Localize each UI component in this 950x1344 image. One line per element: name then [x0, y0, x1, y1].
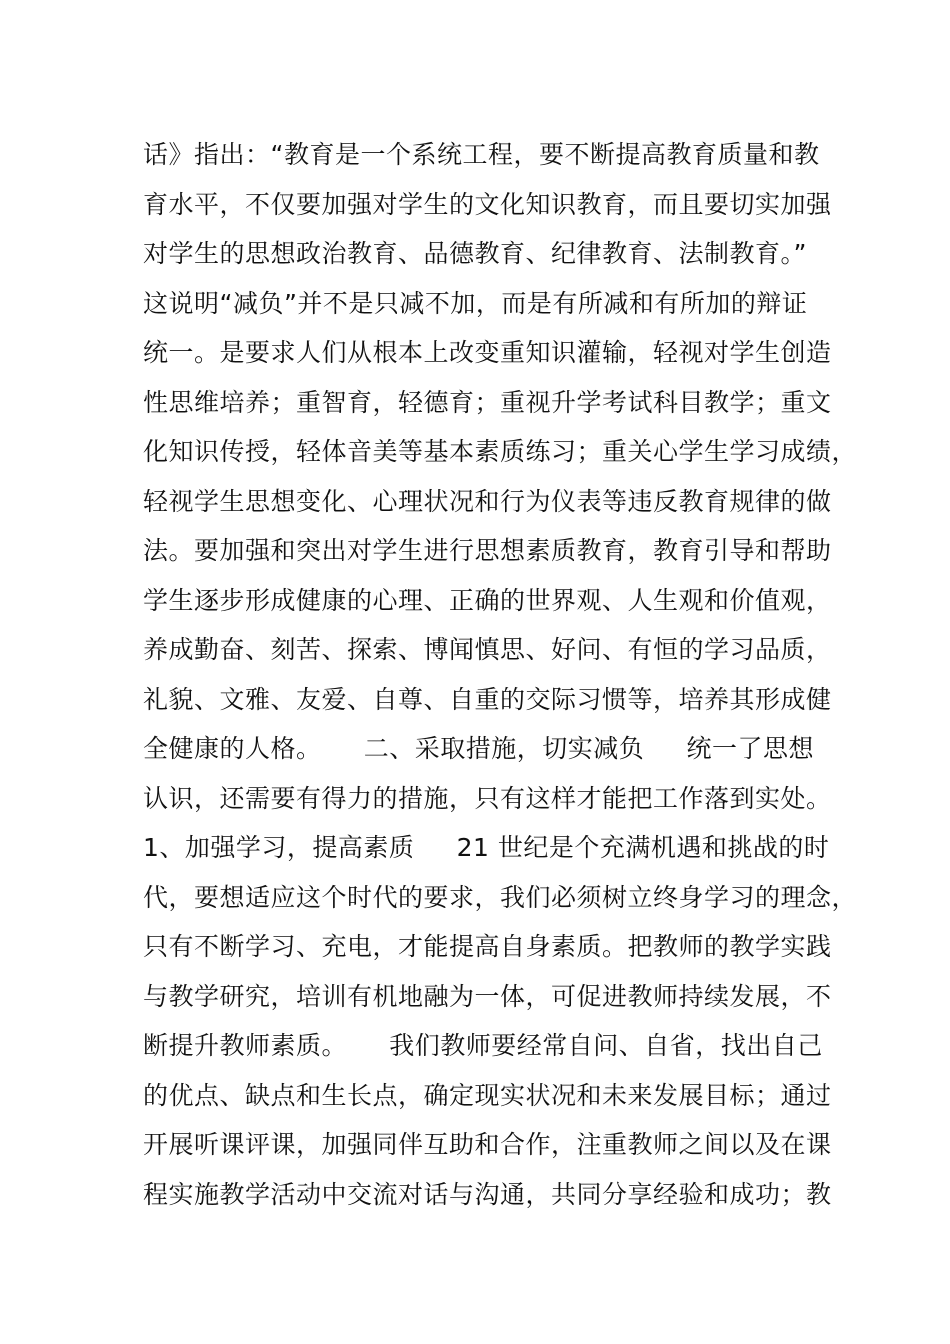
text-line: 的优点、缺点和生长点，确定现实状况和未来发展目标；通过 [143, 1080, 832, 1110]
text-line: 程实施教学活动中交流对话与沟通，共同分享经验和成功；教 [143, 1179, 832, 1209]
text-line: 学生逐步形成健康的心理、正确的世界观、人生观和价值观， [143, 585, 832, 615]
text-line: 全健康的人格。 二、采取措施，切实减负 统一了思想 [143, 734, 814, 763]
body-text [143, 130, 858, 1219]
text-line: 统一。是要求人们从根本上改变重知识灌输，轻视对学生创造 [143, 338, 832, 367]
text-line: 性思维培养；重智育，轻德育；重视升学考试科目教学；重文 [143, 387, 832, 417]
text-line: 养成勤奋、刻苦、探索、博闻慎思、好问、有恒的学习品质， [143, 635, 832, 664]
text-line: 法。要加强和突出对学生进行思想素质教育，教育引导和帮助 [143, 536, 832, 565]
text-line: 开展听课评课，加强同伴互助和合作，注重教师之间以及在课 [143, 1130, 832, 1159]
text-line: 1、加强学习，提高素质 21 世纪是个充满机遇和挑战的时 [143, 833, 830, 862]
text-line: 这说明“减负”并不是只减不加，而是有所减和有所加的辩证 [143, 288, 808, 318]
text-line: 轻视学生思想变化、心理状况和行为仪表等违反教育规律的做 [143, 486, 832, 516]
text-line: 育水平，不仅要加强对学生的文化知识教育，而且要切实加强 [143, 189, 832, 219]
text-line: 认识，还需要有得力的措施，只有这样才能把工作落到实处。 [143, 783, 832, 813]
text-line: 话》指出：“教育是一个系统工程，要不断提高教育质量和教 [143, 140, 820, 169]
text-line: 与教学研究，培训有机地融为一体，可促进教师持续发展，不 [143, 981, 832, 1011]
text-line: 礼貌、文雅、友爱、自尊、自重的交际习惯等，培养其形成健 [143, 684, 832, 714]
text-line: 对学生的思想政治教育、品德教育、纪律教育、法制教育。” [143, 239, 807, 268]
text-line: 代，要想适应这个时代的要求，我们必须树立终身学习的理念， [143, 882, 858, 912]
text-line: 只有不断学习、充电，才能提高自身素质。把教师的教学实践 [143, 932, 832, 961]
text-line: 化知识传授，轻体音美等基本素质练习；重关心学生学习成绩， [143, 437, 858, 466]
text-line: 断提升教师素质。 我们教师要经常自问、自省，找出自己 [143, 1031, 823, 1060]
